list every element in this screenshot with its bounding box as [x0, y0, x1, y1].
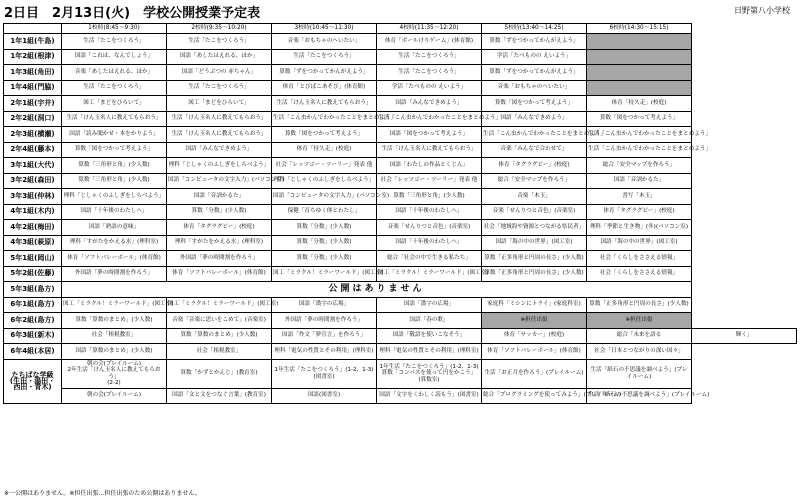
lesson-cell: 算数「図をつかって考えよう」 — [62, 142, 167, 158]
schedule-body — [4, 34, 797, 404]
lesson-cell: 国語「十年後のわたしへ」 — [377, 235, 482, 251]
lesson-cell: 生活「紙石の不思議を調べよう」(プレイルーム) — [587, 388, 692, 404]
lesson-line: 生活「お正月を作ろう」(プレイルーム) — [484, 370, 584, 377]
lesson-cell: 国語「春の歌」 — [377, 313, 482, 329]
lesson-cell: 算数「図をつかって考えよう」 — [482, 96, 587, 112]
lesson-cell: 算数「三角形と角」(少人数) — [377, 189, 482, 205]
lesson-cell: 音楽「せんりつと音色」(音楽室) — [377, 220, 482, 236]
corner-cell — [4, 24, 62, 34]
lesson-cell: 社会「租税教室」 — [62, 328, 167, 344]
lesson-cell: 理科「じしゃくのふしぎをしらべよう」 — [167, 158, 272, 174]
lesson-line: (算数室) — [418, 376, 440, 383]
lesson-cell: 音楽「あしたはえれる、ほか」 — [62, 65, 167, 81]
class-cell: 2年4組(藤本) — [4, 142, 62, 158]
lesson-cell: 理科「電気の性質とその利用」(理科室) — [377, 344, 482, 360]
lesson-cell: 国語「コンピュータの文字入力」(パソコン室) — [167, 173, 272, 189]
class-cell — [4, 359, 62, 404]
table-row — [4, 96, 797, 112]
lesson-cell: 社会「くらしをささえる情報」 — [587, 266, 692, 282]
lesson-cell: 生活「たこをつくろう」 — [167, 34, 272, 50]
lesson-cell: 理科「すがたをかえる水」(理科室) — [167, 235, 272, 251]
lesson-cell: 国語「文字をくわしく読もう」(図書室) — [377, 388, 482, 404]
lesson-cell: 国語「作文「夢宣言」を作ろう」 — [272, 328, 377, 344]
page-title: 2日目 2月13日(火) 学校公開授業予定表 — [4, 6, 261, 21]
lesson-cell: 外国語「夢の時間割を作ろう」 — [62, 266, 167, 282]
class-cell: 5年1組(岡山) — [4, 251, 62, 267]
footnote: ※一公開はありません。※担任出張…担任出張のため公開はありません。 — [4, 490, 201, 497]
lesson-cell: 体育「とびばこあそび」(体育館) — [272, 80, 377, 96]
gray-cell: ※担任出張 — [587, 313, 692, 329]
lesson-cell: 体育「タグラグビー」(校庭) — [167, 220, 272, 236]
no-lesson-notice: 公開はありません — [62, 282, 692, 298]
period-header: 5校時(13:40～14:25) — [482, 24, 587, 34]
lesson-line: 1年生活「たこをつくろう」(1-2、1-3) — [274, 367, 374, 374]
lesson-cell: 算数「分数」(少人数) — [272, 235, 377, 251]
class-label-line: 西田・青木) — [13, 383, 52, 392]
lesson-cell: 総合「安全マップを作ろう」 — [587, 158, 692, 174]
lesson-cell: 国語「音訓かるた」 — [167, 189, 272, 205]
table-row — [4, 235, 797, 251]
lesson-cell: 算数「ずをつかってかんがえよう」 — [482, 34, 587, 50]
lesson-cell: 国語「十年後のわたしへ」 — [62, 204, 167, 220]
lesson-cell: 国語「どうぶつの 赤ちゃん」 — [167, 65, 272, 81]
period-header: 2校時(9:35～10:20) — [167, 24, 272, 34]
lesson-cell: 体育「タグラグビー」(校庭) — [482, 158, 587, 174]
lesson-cell: 体育「ソフトバレーボール」(体育館) — [62, 251, 167, 267]
lesson-cell — [587, 359, 692, 388]
lesson-cell — [167, 359, 272, 388]
lesson-cell: 社会「地域海や資源とつながる県民者」 — [482, 220, 587, 236]
class-cell: 1年4組(門脇) — [4, 80, 62, 96]
class-cell: 1年2組(根津) — [4, 49, 62, 65]
lesson-cell: 図工「ミラクル！ミラーワールド」(図工室) — [377, 266, 482, 282]
class-cell: 2年1組(宇井) — [4, 96, 62, 112]
lesson-line: 生活「紙石の不思議を調べよう」(プレイルーム) — [590, 367, 688, 380]
lesson-cell: 算数「正多角形と円周の長さ」(少人数) — [587, 297, 692, 313]
table-row-tachibana-2 — [4, 388, 797, 404]
table-row — [4, 127, 797, 143]
lesson-cell: 国語「海の中の世界」(図工室) — [587, 235, 692, 251]
lesson-cell — [272, 359, 377, 388]
lesson-cell: 国語「みんなできめよう」 — [482, 111, 587, 127]
period-header: 4校時(11:35～12:20) — [377, 24, 482, 34]
table-row — [4, 173, 797, 189]
lesson-cell: 図工「ミラクル！ミラーワールド」(図工室) — [167, 297, 272, 313]
lesson-cell: 生活「けん玉名人に教えてもらおう」 — [167, 111, 272, 127]
lesson-cell: 音楽「せんりつと音色」(音楽室) — [482, 204, 587, 220]
lesson-cell: 体育「持久走」(校庭) — [587, 96, 692, 112]
class-cell: 1年1組(牛島) — [4, 34, 62, 50]
lesson-cell: 算数「ずをつかってかんがえよう」 — [272, 65, 377, 81]
lesson-cell: 算数「正多角形と円周の長さ」(少人数) — [482, 266, 587, 282]
lesson-cell: 生活「けん玉名人に教えてもらおう」 — [272, 96, 377, 112]
lesson-cell: 算数「ずをつかってかんがえよう」 — [482, 65, 587, 81]
lesson-cell: 国語「十年後のわたしへ」 — [377, 204, 482, 220]
lesson-line: 2年生活「けん玉名人に教えてもらおう」 — [67, 367, 161, 380]
lesson-cell: 社会「租税教室」 — [167, 344, 272, 360]
lesson-cell: 外国語「夢の時間割を作ろう」 — [272, 313, 377, 329]
lesson-cell: 理科「じしゃくのふしぎをしらべよう」 — [62, 189, 167, 205]
table-row-tachibana — [4, 359, 797, 388]
lesson-cell: 生活「たこをつくろう」 — [62, 80, 167, 96]
class-cell: 4年3組(萩原) — [4, 235, 62, 251]
lesson-cell: 国語「熟語の意味」 — [62, 220, 167, 236]
lesson-cell: 生活「こん虫かんでわかったことをまとめよう」 — [587, 127, 692, 143]
table-row — [4, 80, 797, 96]
table-row — [4, 142, 797, 158]
lesson-cell: 算数「図をつかって考えよう」 — [587, 111, 692, 127]
lesson-cell: 社会「レッツゴー・ツーリー」発表 他 — [377, 173, 482, 189]
lesson-cell: 算数「算数のまとめ」(少人数) — [62, 313, 167, 329]
lesson-cell: 国語「みんなできめよう」 — [167, 142, 272, 158]
lesson-cell: 外国語「夢の時間割を作ろう」 — [167, 251, 272, 267]
class-cell: 5年3組(島方) — [4, 282, 62, 298]
class-cell: 1年3組(角田) — [4, 65, 62, 81]
lesson-cell: 生活「けん玉名人に教えてもらおう」 — [62, 111, 167, 127]
table-row — [4, 251, 797, 267]
lesson-cell: 算数「三角形と角」(少人数) — [62, 173, 167, 189]
table-row — [4, 111, 797, 127]
lesson-cell: 国語「漢字の広場」 — [377, 297, 482, 313]
gray-cell — [587, 34, 692, 50]
class-cell: 3年1組(大代) — [4, 158, 62, 174]
lesson-cell: 生活「たこをつくろう」 — [377, 65, 482, 81]
lesson-cell: 体育「持久走」(校庭) — [272, 142, 377, 158]
class-label-line: たちばな学級 — [11, 370, 54, 379]
table-row — [4, 344, 797, 360]
school-name: 日野第八小学校 — [734, 6, 790, 15]
lesson-cell: 国語「算数のまとめ」(少人数) — [62, 344, 167, 360]
lesson-cell: 書写「木玉」 — [587, 189, 692, 205]
lesson-cell: 国語「海の中の世界」(図工室) — [482, 235, 587, 251]
lesson-cell: 算数「三角形と角」(少人数) — [62, 158, 167, 174]
lesson-line: 1年生活「たこをつくろう」(1-2、1-3) — [379, 363, 479, 370]
lesson-cell: 国語「みんなできめよう」 — [377, 96, 482, 112]
lesson-cell: 国語(図書室) — [272, 388, 377, 404]
lesson-cell: 音楽「木玉」 — [482, 189, 587, 205]
lesson-cell: 社会「くらしをささえる情報」 — [587, 251, 692, 267]
lesson-cell: 朝の会(プレイルーム) — [62, 388, 167, 404]
lesson-cell: 学活「たべものの えいよう」 — [377, 80, 482, 96]
table-row — [4, 204, 797, 220]
lesson-cell: 国語「コンピュータの文字入力」(パソコン室) — [272, 189, 377, 205]
lesson-cell: 理科「季節と生き物」(冬)(パソコン室) — [587, 220, 692, 236]
gray-cell: ※担任出張 — [482, 313, 587, 329]
table-row — [4, 49, 797, 65]
class-cell: 6年1組(島方) — [4, 297, 62, 313]
lesson-cell: 国語「音訓かるた」 — [587, 173, 692, 189]
lesson-cell: 図工「ミラクル！ミラーワールド」(図工室) — [62, 297, 167, 313]
lesson-line: 算数「かずとかんじ」(教育室) — [180, 370, 258, 377]
gray-cell — [587, 49, 692, 65]
class-cell: 4年2組(梅田) — [4, 220, 62, 236]
class-cell: 3年2組(森田) — [4, 173, 62, 189]
table-row — [4, 34, 797, 50]
lesson-cell: 生活「たこをつくろう」 — [62, 34, 167, 50]
lesson-cell: 生活「こん虫かんでわかったことをまとめよう」 — [587, 142, 692, 158]
lesson-cell: 算数「分数」(少人数) — [167, 204, 272, 220]
lesson-cell: 体育「サッカー」(校庭) — [482, 328, 587, 344]
lesson-cell: 生活「けん玉名人に教えてもらおう」 — [377, 142, 482, 158]
lesson-cell: 生活「たこをつくろう」 — [167, 80, 272, 96]
lesson-cell: 総合「社会の中で生きる私たち」 — [377, 251, 482, 267]
table-row — [4, 266, 797, 282]
lesson-cell: 体育「タグラグビー」(校庭) — [587, 204, 692, 220]
table-row — [4, 220, 797, 236]
lesson-cell: 国語「敬語を使いこなそう」 — [377, 328, 482, 344]
table-row — [4, 189, 797, 205]
lesson-cell: 家庭科「ミシンにトライ」(家庭科室) — [482, 297, 587, 313]
header-row — [4, 24, 797, 34]
lesson-cell: 図工「まどをひらいて」 — [62, 96, 167, 112]
schedule-table — [3, 23, 797, 404]
lesson-cell — [482, 359, 587, 388]
lesson-line: (2-2) — [107, 379, 121, 386]
class-cell: 2年2組(洞口) — [4, 111, 62, 127]
period-header: 1校時(8:45～9:30) — [62, 24, 167, 34]
lesson-cell: 国語「図をつかって考えよう」 — [377, 127, 482, 143]
lesson-cell: 国語「これは、なんでしょう」 — [62, 49, 167, 65]
lesson-line: (図書室) — [313, 373, 335, 380]
table-row — [4, 297, 797, 313]
lesson-cell — [377, 359, 482, 388]
lesson-cell: 理科「じしゃくのふしぎをしらべよう」 — [272, 173, 377, 189]
lesson-cell: 図工「ミラクル！ミラーワールド」(図工室) — [272, 266, 377, 282]
lesson-cell: 算数「分数」(少人数) — [272, 220, 377, 236]
table-row — [4, 158, 797, 174]
lesson-cell: 音楽「おもちゃのへいたい」 — [482, 80, 587, 96]
lesson-cell: 保健「育ちゆく体とわたし」 — [272, 204, 377, 220]
table-row — [4, 65, 797, 81]
table-row — [4, 282, 797, 298]
period-header: 6校時(14:30～15:15) — [587, 24, 692, 34]
class-cell: 4年1組(木内) — [4, 204, 62, 220]
table-row — [4, 328, 797, 344]
lesson-cell: 生活「こん虫かんでわかったことをまとめよう」 — [482, 127, 587, 143]
table-row — [4, 313, 797, 329]
lesson-cell: 算数「算数のまとめ」(少人数) — [167, 328, 272, 344]
lesson-cell: 学活「たべものの えいよう」 — [482, 49, 587, 65]
lesson-cell: 社会「レッツゴー・ツーリー」発表 他 — [272, 158, 377, 174]
lesson-cell: 総合「安全マップを作ろう」 — [482, 173, 587, 189]
lesson-cell: 輝く」 — [692, 328, 797, 344]
lesson-cell: 音楽「おもちゃのへいたい」 — [272, 34, 377, 50]
class-cell: 6年3組(新木) — [4, 328, 62, 344]
lesson-cell: 体育「ボールけりゲーム」(体育館) — [377, 34, 482, 50]
lesson-cell: 総合「プログラミングを使ってみよう」(プレイルーム) — [482, 388, 587, 404]
class-cell: 6年2組(島方) — [4, 313, 62, 329]
period-header: 3校時(10:45～11:30) — [272, 24, 377, 34]
lesson-cell: 国語「あしたはえれる、ほか」 — [167, 49, 272, 65]
lesson-cell: 音楽「みんなで合わせて」 — [482, 142, 587, 158]
lesson-cell: 生活「たこをつくろう」 — [272, 49, 377, 65]
lesson-cell: 国語「漢字の広場」 — [272, 297, 377, 313]
class-cell: 3年3組(仲林) — [4, 189, 62, 205]
lesson-cell: 生活「たこをつくろう」 — [377, 49, 482, 65]
lesson-cell: 生活「こん虫かんでわかったことをまとめよう」 — [272, 111, 377, 127]
lesson-cell: 図工「まどをひらいて」 — [167, 96, 272, 112]
class-cell: 6年4組(本居) — [4, 344, 62, 360]
class-cell: 5年2組(佐藤) — [4, 266, 62, 282]
lesson-cell: 算数「正多角形と円周の長さ」(少人数) — [482, 251, 587, 267]
class-cell: 2年3組(横瀬) — [4, 127, 62, 143]
lesson-line: 朝の会(プレイルーム) — [86, 360, 142, 367]
lesson-cell: 体育「ソフトバレーボール」(体育館) — [167, 266, 272, 282]
lesson-cell: 生活「けん玉名人に教えてもらおう」 — [167, 127, 272, 143]
lesson-cell: 算数「分数」(少人数) — [272, 251, 377, 267]
lesson-line: 算数「コンパスを使って円をかこう」 — [381, 370, 477, 377]
lesson-cell — [62, 359, 167, 388]
lesson-cell: 生活「こん虫かんでわかったことをまとめよう」 — [377, 111, 482, 127]
lesson-cell: 理科「すがたをかえる水」(理科室) — [62, 235, 167, 251]
lesson-cell: 国語「文と文をつなぐ言葉」(教育室) — [167, 388, 272, 404]
lesson-cell: 総合「未来を語る — [587, 328, 692, 344]
class-label-line: (生田・湯田・ — [9, 377, 56, 386]
lesson-cell: 理科「電気の性質とその利用」(理科室) — [272, 344, 377, 360]
lesson-cell: 社会「日本とつながりの深い国々」 — [587, 344, 692, 360]
lesson-cell: 音楽「音楽に思いをこめて」(音楽室) — [167, 313, 272, 329]
lesson-cell: 算数「図をつかって考えよう」 — [272, 127, 377, 143]
lesson-cell: 国語「わたしの作品とくじん」 — [377, 158, 482, 174]
gray-cell — [587, 80, 692, 96]
lesson-cell: 国語「読み聞かせ・本をかりよう」 — [62, 127, 167, 143]
lesson-cell: 体育「ソフトバレーボール」(体育館) — [482, 344, 587, 360]
gray-cell — [587, 65, 692, 81]
